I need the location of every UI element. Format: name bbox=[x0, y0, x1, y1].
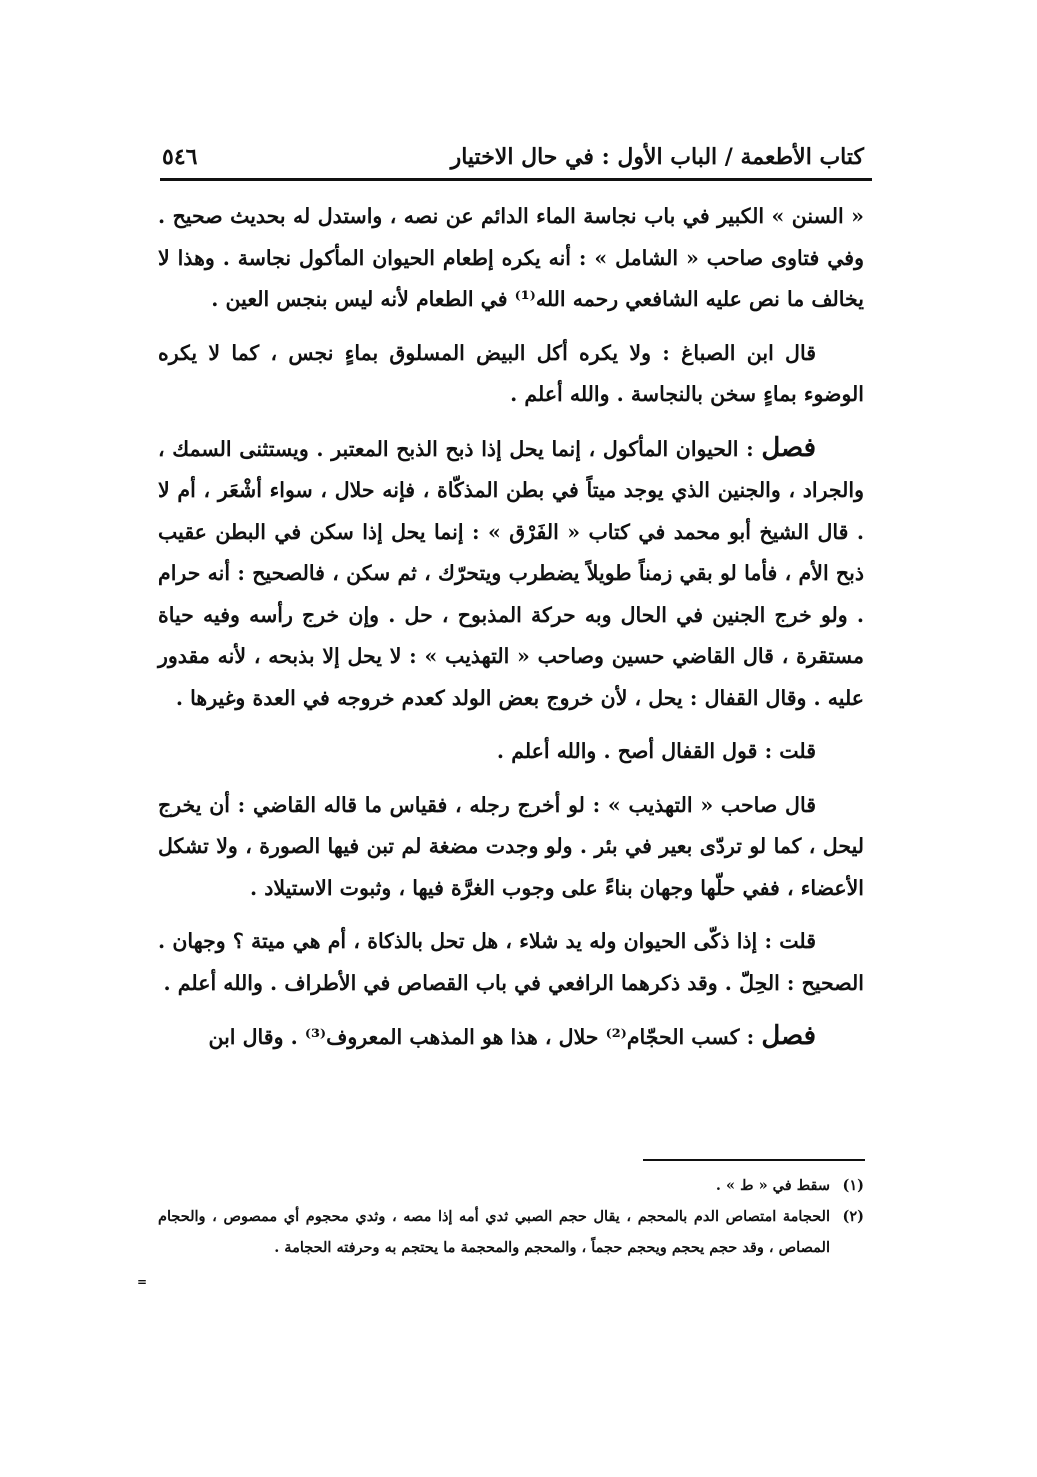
footnote bbox=[158, 1201, 864, 1263]
section-heading-fasl: فصل bbox=[761, 1021, 816, 1051]
paragraph-text: قال صاحب « التهذيب » : لو أخرج رجله ، فقياس ما قاله القاضي : أن يخرج ليحل ، كما لو تردّى بعير في بئر . ولو وجدت مضغة لم تبن فيها الصورة ، ولا تشكل الأعضاء ، ففي حلّها وجهان بناءً على وجوب الغرَّة فيها ، وثبوت الاستيلاد . bbox=[158, 792, 864, 900]
footnote bbox=[158, 1170, 864, 1201]
paragraph-text: « السنن » الكبير في باب نجاسة الماء الدائم عن نصه ، واستدل له بحديث صحيح . وفي فتاوى صاحب « الشامل » : أنه يكره إطعام الحيوان المأكول نجاسة . وهذا لا يخالف ما نص عليه الشافعي رحمه الله⁽¹⁾ في الطعام لأنه ليس بنجس العين . bbox=[158, 204, 864, 311]
footnote-number: (١) bbox=[842, 1177, 864, 1194]
footnote-text: سقط في « ط » . bbox=[715, 1177, 830, 1194]
section-heading-fasl: فصل bbox=[761, 432, 816, 463]
paragraph bbox=[158, 333, 864, 416]
paragraph-text: قلت : إذا ذكّى الحيوان وله يد شلاء ، هل تحل بالذكاة ، أم هي ميتة ؟ وجهان . الصحيح : الحِلّ . وقد ذكرهما الرافعي في باب القصاص في الأطراف . والله أعلم . bbox=[158, 929, 864, 995]
paragraph-text: قال ابن الصباغ : ولا يكره أكل البيض المسلوق بماءٍ نجس ، كما لا يكره الوضوء بماءٍ سخن بالنجاسة . والله أعلم . bbox=[158, 340, 864, 406]
paragraph bbox=[158, 196, 864, 321]
footnote-text: الحجامة امتصاص الدم بالمحجم ، يقال حجم الصبي ثدي أمه إذا مصه ، وثدي محجوم أي ممصوص ، والحجام المصاص ، وقد حجم يحجم ويحجم حجماً ، والمحجم والمحجمة ما يحتجم به وحرفته الحجامة . bbox=[158, 1208, 830, 1256]
footnote-rule bbox=[643, 1159, 865, 1161]
paragraph bbox=[158, 1016, 864, 1059]
page-number: ٥٤٦ bbox=[162, 144, 198, 170]
paragraph bbox=[158, 785, 864, 910]
paragraph-text: : كسب الحجّام⁽²⁾ حلال ، هذا هو المذهب المعروف⁽³⁾ . وقال ابن bbox=[208, 1025, 762, 1049]
header-rule bbox=[160, 178, 872, 181]
paragraph bbox=[158, 428, 864, 720]
paragraph bbox=[158, 921, 864, 1004]
main-text bbox=[158, 196, 864, 1071]
stray-mark: = bbox=[137, 1275, 148, 1289]
footnote-number: (٢) bbox=[842, 1208, 864, 1225]
paragraph-text: : الحيوان المأكول ، إنما يحل إذا ذبح الذبح المعتبر . ويستثنى السمك ، والجراد ، والجنين الذي يوجد ميتاً في بطن المذكّاة ، فإنه حلال ، سواء أشْعَر ، أم لا . قال الشيخ أبو محمد في كتاب « الفَرْق » : إنما يحل إذا سكن في البطن عقيب ذبح الأم ، فأما لو بقي زمناً طويلاً يضطرب ويتحرّك ، ثم سكن ، فالصحيح : أنه حرام . ولو خرج الجنين في الحال وبه حركة المذبوح ، حل . وإن خرج رأسه وفيه حياة مستقرة ، قال القاضي حسين وصاحب « التهذيب » : لا يحل إلا بذبحه ، لأنه مقدور عليه . وقال القفال : يحل ، لأن خروج بعض الولد كعدم خروجه في العدة وغيرها . bbox=[158, 436, 864, 710]
paragraph bbox=[158, 731, 864, 773]
running-head bbox=[160, 138, 872, 178]
running-title: كتاب الأطعمة / الباب الأول : في حال الاختيار bbox=[450, 144, 864, 170]
footnotes bbox=[158, 1170, 864, 1263]
paragraph-text: قلت : قول القفال أصح . والله أعلم . bbox=[496, 739, 816, 763]
